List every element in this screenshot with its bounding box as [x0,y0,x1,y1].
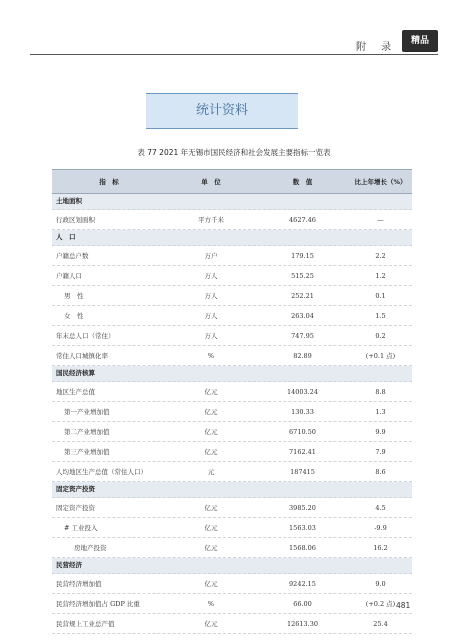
table-row [52,574,412,594]
column-header-growth: 比上年增长（%） [354,178,407,186]
growth-cell: 9.9 [375,427,386,436]
growth-cell: -9.9 [374,523,387,532]
unit-cell: 元 [207,468,215,476]
value-cell: 187415 [290,467,315,476]
table-row [52,346,412,366]
table-row [52,246,412,266]
growth-cell: 9.0 [375,579,386,588]
growth-cell: 7.9 [375,447,386,456]
value-cell: 3985.20 [289,503,316,512]
value-cell: 14003.24 [286,387,318,396]
unit-cell: 万人 [204,332,218,340]
table-row [52,498,412,518]
indicator-cell: 民营经济增加值占 GDP 比重 [56,600,140,608]
table-row [52,382,412,402]
indicator-cell: 民营规上工业总产值 [56,620,115,628]
column-header-value: 数 值 [292,178,313,186]
value-cell: 263.04 [291,311,314,320]
value-cell: 66.00 [293,599,312,608]
value-cell: 1568.06 [289,543,316,552]
growth-cell: 8.8 [375,387,386,396]
growth-cell: 1.3 [375,407,386,416]
growth-cell: (+0.2 点) [365,600,396,608]
unit-cell: 亿元 [204,448,218,456]
unit-cell: 万人 [204,292,218,300]
growth-cell: 1.2 [375,271,386,280]
category-row: 国民经济核算 [52,366,412,382]
table-row [52,518,412,538]
unit-cell: 亿元 [204,408,218,416]
unit-cell: 平方千米 [198,216,224,224]
value-cell: 1563.03 [289,523,316,532]
table-caption: 表 77 2021 年无锡市国民经济和社会发展主要指标一览表 [137,148,331,157]
category-row: 固定资产投资 [52,482,412,498]
indicator-cell: 男 性 [64,292,84,300]
table-row [52,286,412,306]
indicator-table [52,169,412,634]
value-cell: 82.89 [293,351,312,360]
category-row: 民营经济 [52,558,412,574]
table-row [52,422,412,442]
table-row [52,266,412,286]
value-cell: 12613.30 [286,619,318,628]
header-section-label: 附 录 [356,42,398,53]
table-row [52,538,412,558]
indicator-cell: 民营经济增加值 [56,580,102,588]
indicator-cell: 常住人口城镇化率 [56,352,108,360]
unit-cell: % [207,351,215,360]
indicator-cell: 女 性 [64,312,84,320]
indicator-cell: 固定资产投资 [56,504,95,512]
table-row [52,402,412,422]
unit-cell: 亿元 [204,504,218,512]
growth-cell: 2.2 [375,251,386,260]
header-rule [30,54,438,55]
growth-cell: 4.5 [375,503,386,512]
unit-cell: 亿元 [204,544,218,552]
unit-cell: 万户 [204,252,218,260]
value-cell: 130.33 [291,407,314,416]
unit-cell: 亿元 [204,428,218,436]
column-header-indicator: 指 标 [99,178,119,186]
indicator-cell: 第三产业增加值 [64,448,110,456]
growth-cell: 8.6 [375,467,386,476]
value-cell: 252.21 [291,291,314,300]
indicator-cell: 户籍总户数 [56,252,89,260]
growth-cell: — [377,215,384,224]
book-logo: 精品 [402,30,438,52]
column-header-unit: 单 位 [201,178,221,186]
growth-cell: 1.5 [375,311,386,320]
indicator-cell: 户籍人口 [56,272,82,280]
growth-cell: 16.2 [373,543,388,552]
growth-cell: 25.4 [373,619,388,628]
category-row: 土地面积 [52,194,412,210]
value-cell: 515.25 [291,271,314,280]
section-banner: 统计资料 [146,93,298,129]
unit-cell: 亿元 [204,524,218,532]
category-row: 人 口 [52,230,412,246]
unit-cell: % [207,599,215,608]
table-row [52,614,412,634]
value-cell: 747.95 [291,331,314,340]
growth-cell: (+0.1 点) [365,352,396,360]
unit-cell: 万人 [204,312,218,320]
table-row [52,462,412,482]
indicator-cell: # 工业投入 [64,524,98,532]
growth-cell: 0.2 [375,331,386,340]
indicator-cell: 第一产业增加值 [64,408,110,416]
indicator-cell: 第二产业增加值 [64,428,110,436]
value-cell: 4627.46 [289,215,316,224]
growth-cell: 0.1 [375,291,386,300]
unit-cell: 亿元 [204,388,218,396]
unit-cell: 万人 [204,272,218,280]
table-row [52,442,412,462]
page-number: 481 [396,601,411,610]
unit-cell: 亿元 [204,580,218,588]
unit-cell: 亿元 [204,620,218,628]
indicator-cell: 人均地区生产总值（常住人口） [56,468,147,476]
indicator-cell: 年末总人口（常住） [56,332,115,340]
table-body [52,194,412,634]
table-row [52,210,412,230]
table-row [52,306,412,326]
table-header-row [52,169,412,194]
value-cell: 6710.50 [289,427,316,436]
value-cell: 7162.41 [289,447,316,456]
value-cell: 9242.15 [289,579,316,588]
table-row [52,326,412,346]
table-row [52,594,412,614]
indicator-cell: 行政区划面积 [56,216,95,224]
indicator-cell: 房地产投资 [74,544,107,552]
indicator-cell: 地区生产总值 [56,388,95,396]
value-cell: 179.15 [291,251,314,260]
